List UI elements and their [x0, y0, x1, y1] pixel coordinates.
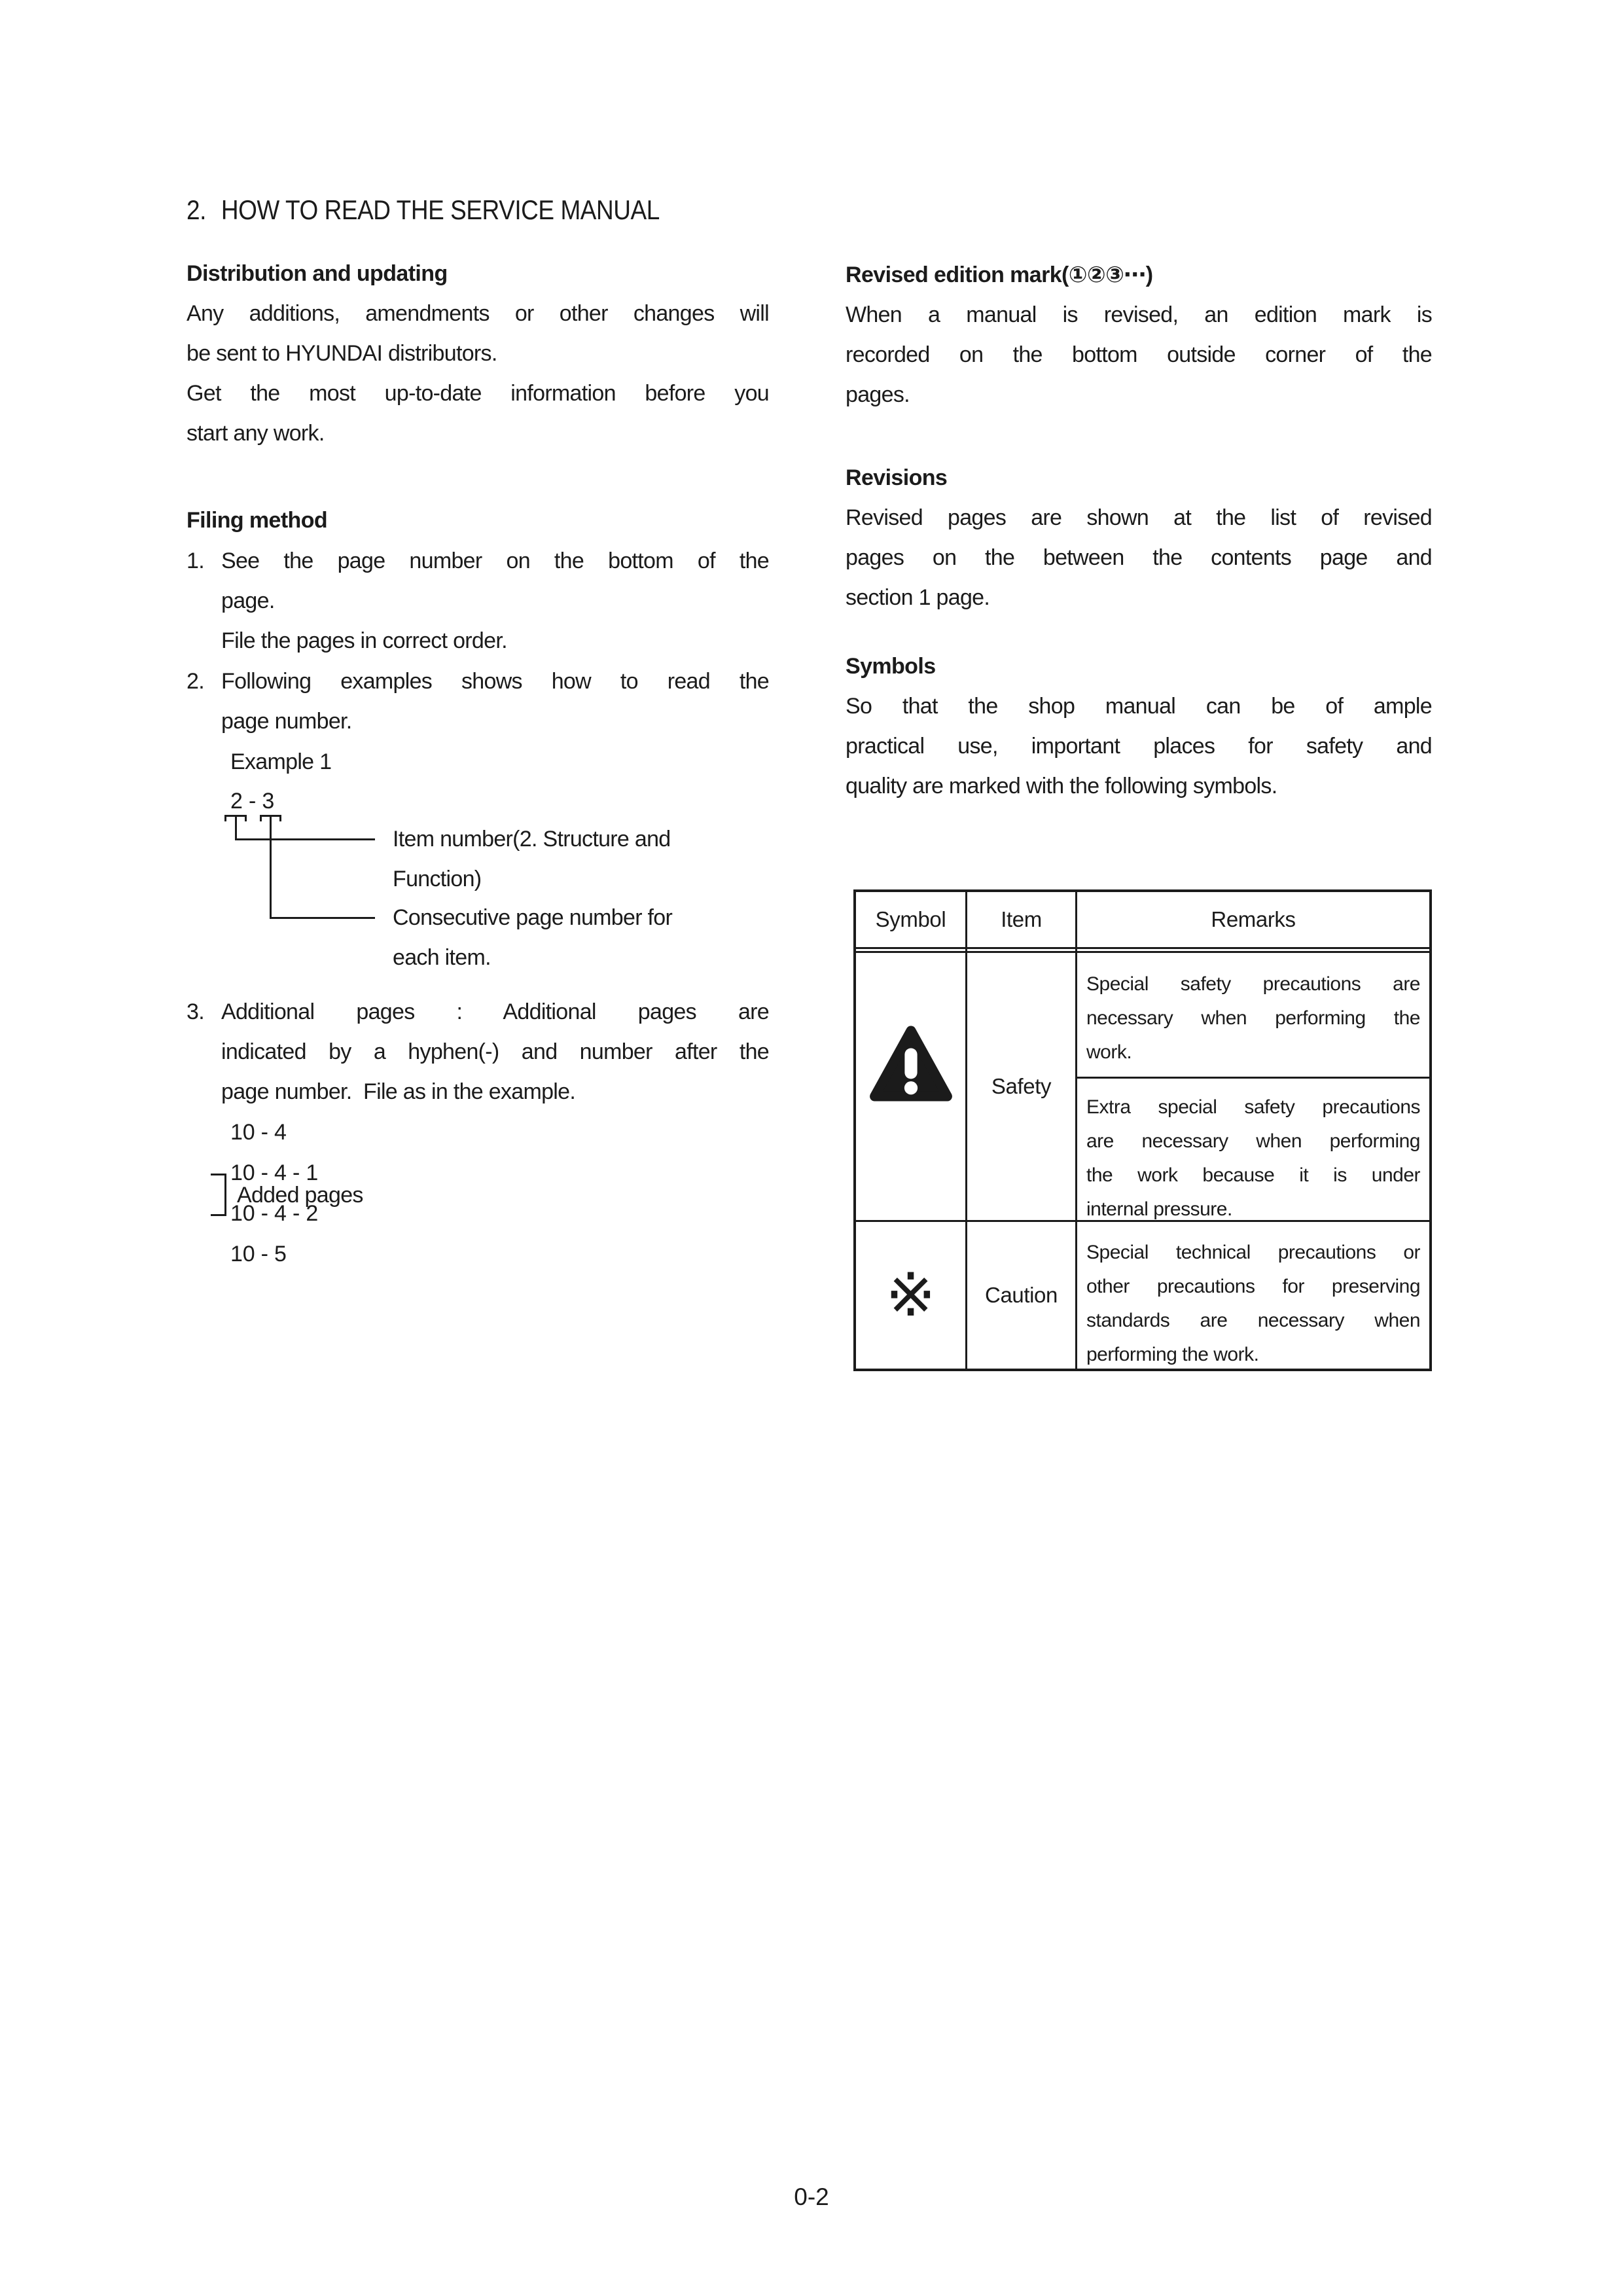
example-page-number: 2 - 3 [230, 789, 275, 814]
leader-stem-page-number [270, 815, 272, 919]
text-line: start any work. [187, 421, 325, 446]
text-line: recorded on the bottom outside corner of the [846, 342, 1432, 367]
paragraph-symbols [846, 687, 1432, 806]
page-example-10-4: 10 - 4 [230, 1120, 287, 1145]
page-number: 0-2 [794, 2183, 829, 2210]
text-line: practical use, important places for safety and [846, 734, 1432, 759]
text-line: pages. [846, 382, 910, 407]
text-line: Item number(2. Structure and [393, 827, 671, 852]
tick-serif [260, 815, 262, 821]
paragraph-revisions [846, 498, 1432, 618]
text-line: So that the shop manual can be of ample [846, 694, 1432, 719]
bracket-vertical [224, 1174, 226, 1216]
text-line: Any additions, amendments or other changes will [187, 301, 769, 326]
tick-serif [245, 815, 247, 821]
list-number-3: 3. [187, 999, 204, 1024]
text-line: Consecutive page number for [393, 905, 673, 930]
heading-revised-edition-mark: Revised edition mark(①②③⋯) [846, 262, 1153, 287]
page-title-text: HOW TO READ THE SERVICE MANUAL [221, 194, 660, 225]
leader-line-item-number [235, 838, 375, 840]
list-item-3 [221, 992, 769, 1112]
heading-filing-method: Filing method [187, 508, 328, 533]
text-line: File the pages in correct order. [221, 628, 507, 653]
table-remark-safety-1 [1086, 967, 1420, 1069]
text-line: section 1 page. [846, 585, 990, 610]
text-line: page number. [221, 709, 352, 734]
paragraph-revised-edition [846, 295, 1432, 415]
page-example-10-4-2: 10 - 4 - 2 [230, 1201, 319, 1226]
text-line: necessary when performing the [1086, 1007, 1420, 1029]
list-item-1-continued [221, 621, 769, 661]
table-header-item: Item [1001, 907, 1042, 931]
text-line: indicated by a hyphen(-) and number after the [221, 1039, 769, 1064]
page-title [187, 194, 660, 226]
table-header-rule-lower [856, 951, 1429, 953]
tick-serif [224, 815, 226, 821]
safety-warning-icon [869, 1022, 953, 1106]
leader-label-item-number [393, 819, 769, 899]
table-item-safety: Safety [991, 1074, 1052, 1098]
caution-reference-icon [856, 1222, 965, 1369]
paragraph-distribution-2 [187, 374, 769, 454]
heading-revisions: Revisions [846, 465, 948, 490]
text-line: are necessary when performing [1086, 1130, 1420, 1152]
text-line: Extra special safety precautions [1086, 1096, 1420, 1118]
text-line: quality are marked with the following symbols. [846, 774, 1277, 798]
text-line: other precautions for preserving [1086, 1276, 1420, 1297]
text-line: internal pressure. [1086, 1198, 1232, 1220]
text-line: Special technical precautions or [1086, 1242, 1420, 1263]
text-line: Additional pages : Additional pages are [221, 999, 769, 1024]
list-number-2: 2. [187, 669, 204, 694]
text-line: Following examples shows how to read the [221, 669, 769, 694]
table-header-rule-upper [856, 947, 1429, 949]
heading-symbols: Symbols [846, 654, 936, 679]
paragraph-distribution-1 [187, 294, 769, 374]
text-line: performing the work. [1086, 1344, 1259, 1365]
table-remark-safety-2 [1086, 1090, 1420, 1227]
text-line: See the page number on the bottom of the [221, 548, 769, 573]
heading-distribution: Distribution and updating [187, 261, 448, 286]
bracket-bottom-dash [211, 1214, 226, 1216]
example-label: Example 1 [230, 749, 332, 774]
caution-reference-glyph: ※ [885, 1260, 936, 1330]
page-example-10-5: 10 - 5 [230, 1242, 287, 1266]
list-item-2 [221, 662, 769, 742]
text-line: be sent to HYUNDAI distributors. [187, 341, 497, 366]
text-line: Function) [393, 867, 482, 891]
text-line: standards are necessary when [1086, 1310, 1420, 1331]
table-header-remarks: Remarks [1211, 907, 1296, 931]
page-example-10-4-1: 10 - 4 - 1 [230, 1160, 319, 1185]
table-column-divider-2 [1075, 892, 1077, 1369]
page-title-number: 2. [187, 194, 206, 225]
list-item-1 [221, 541, 769, 621]
text-line: work. [1086, 1041, 1132, 1063]
table-remark-caution [1086, 1236, 1420, 1372]
leader-stem-item-number [235, 815, 237, 840]
added-pages-label: Added pages [237, 1183, 363, 1208]
text-line: Get the most up-to-date information before you [187, 381, 769, 406]
list-number-1: 1. [187, 548, 204, 573]
table-remarks-subdivider [1077, 1077, 1429, 1079]
text-line: the work because it is under [1086, 1164, 1420, 1186]
text-line: page. [221, 588, 275, 613]
table-header-symbol: Symbol [875, 907, 946, 931]
table-item-caution: Caution [985, 1283, 1058, 1307]
text-line: Special safety precautions are [1086, 973, 1420, 995]
leader-label-page-number [393, 898, 769, 978]
text-line: When a manual is revised, an edition mark is [846, 302, 1432, 327]
text-line: page number. File as in the example. [221, 1079, 576, 1104]
text-line: Revised pages are shown at the list of revised [846, 505, 1432, 530]
symbols-table [853, 889, 1432, 1371]
text-line: pages on the between the contents page and [846, 545, 1432, 570]
leader-line-page-number [270, 917, 375, 919]
text-line: each item. [393, 945, 491, 970]
tick-serif [279, 815, 281, 821]
